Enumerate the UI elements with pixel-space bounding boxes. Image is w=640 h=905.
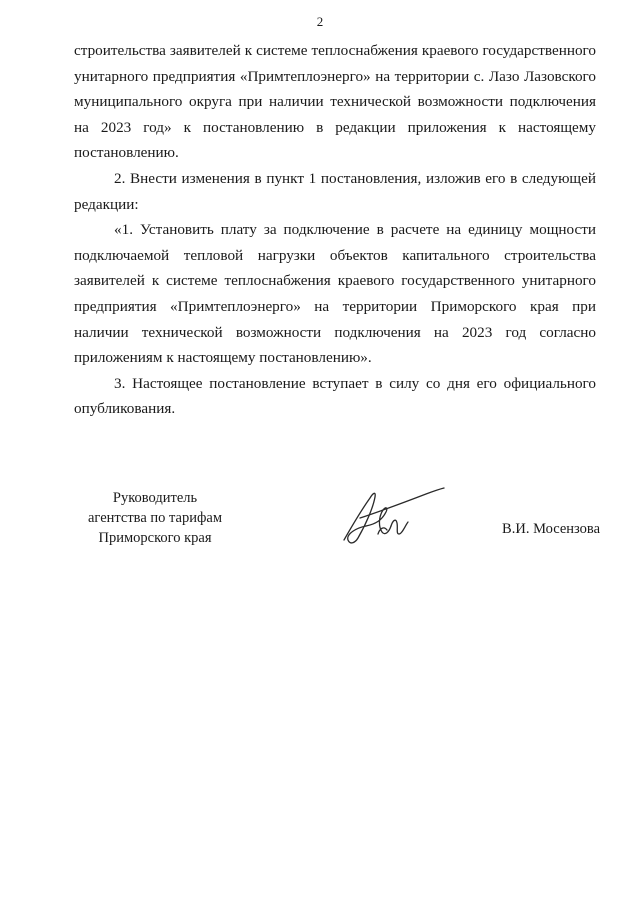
paragraph-continuation: строительства заявителей к системе теплоснабжения краевого государственного унитарного предприятия «Примтеплоэнерго» на территории с. Лазо Лазовского муниципального округа при наличии технической возможности подключения на 2023 год» к постановлению в редакции приложения к настоящему постановлению. xyxy=(74,42,596,162)
signatory-position-line: Руководитель xyxy=(112,490,198,506)
signatory-position xyxy=(60,488,250,548)
signatory-position-line: агентства по тарифам xyxy=(88,510,222,526)
page-number: 2 xyxy=(316,14,324,29)
handwritten-signature xyxy=(330,482,450,552)
signatory-position-line: Приморского края xyxy=(98,530,212,546)
signature-block xyxy=(60,488,600,558)
document-body xyxy=(74,38,596,422)
paragraph-item-2: 2. Внести изменения в пункт 1 постановления, изложив его в следующей редакции: xyxy=(74,169,596,213)
paragraph-item-3: 3. Настоящее постановление вступает в силу со дня его официального опубликования. xyxy=(74,374,596,418)
signatory-name: В.И. Мосензова xyxy=(502,521,600,537)
paragraph-quoted-item-1: «1. Установить плату за подключение в расчете на единицу мощности подключаемой тепловой нагрузки объектов капитального строительства заявителей к системе теплоснабжения краевого государственного унитарного предприятия «Примтеплоэнерго» на территории Приморского края при наличии технической возможности подключения на 2023 год согласно приложениям к настоящему постановлению». xyxy=(74,221,596,367)
